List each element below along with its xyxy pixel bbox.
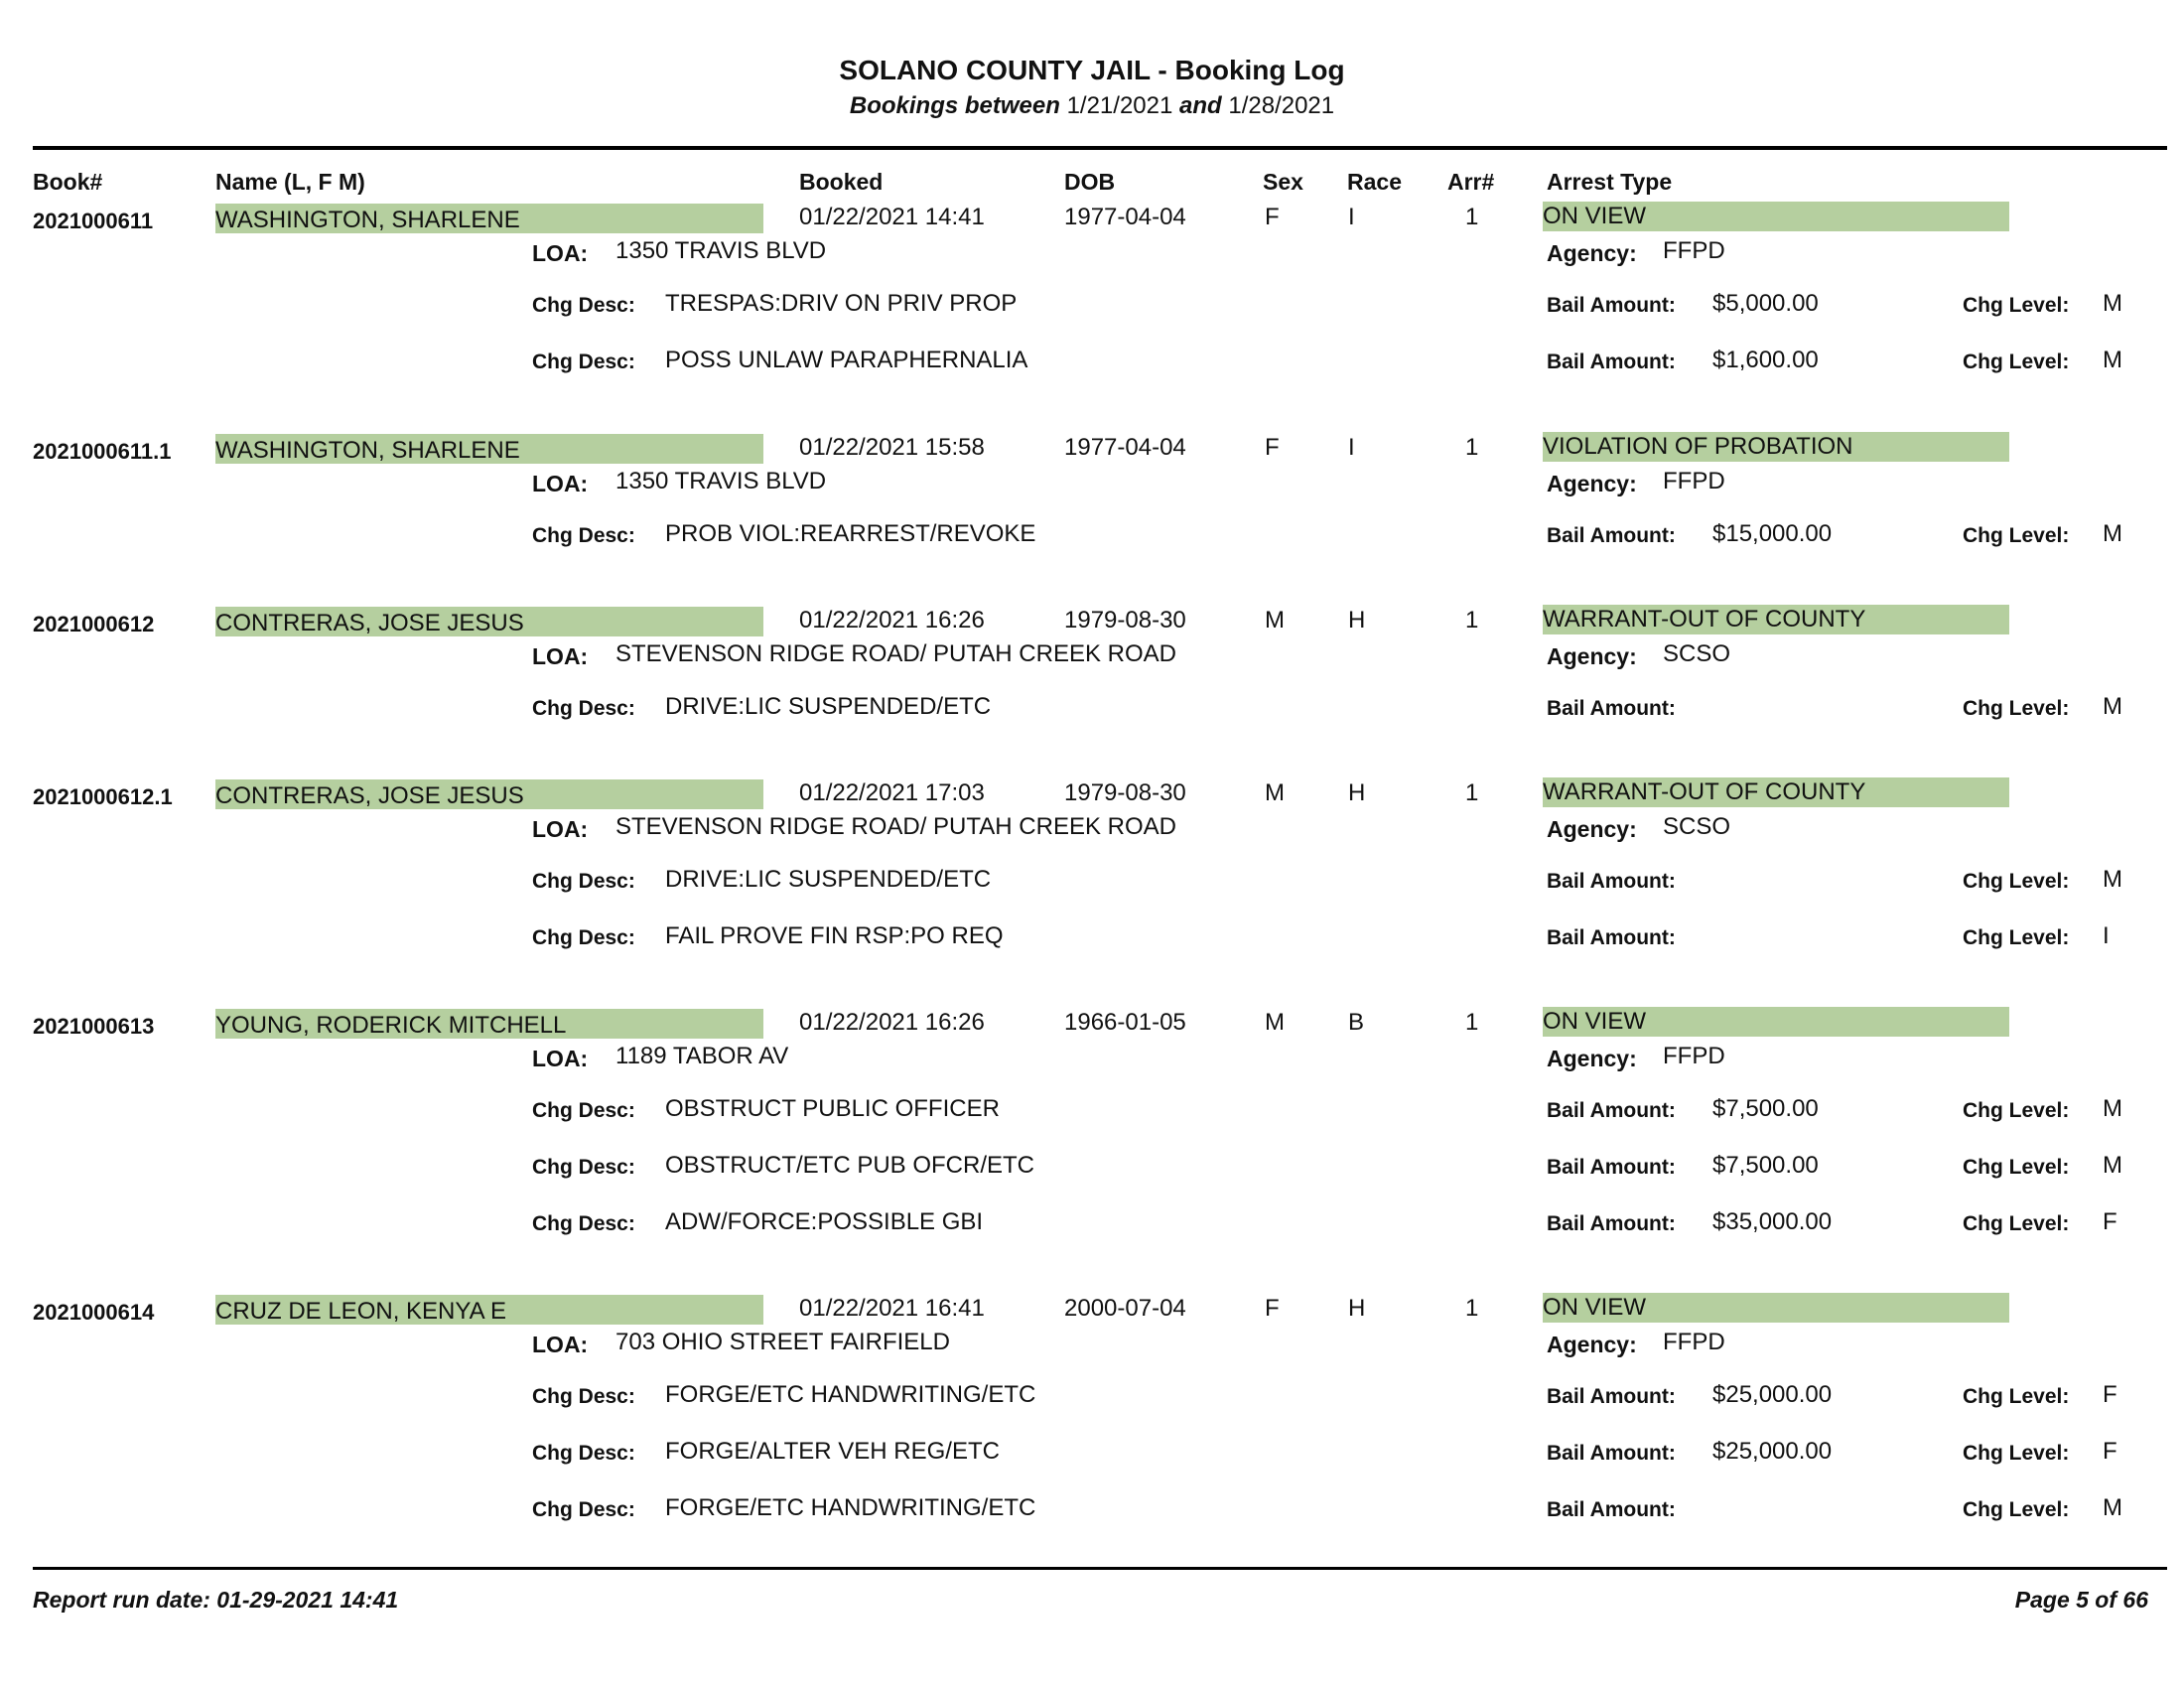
chg-level-value: M [2103,347,2122,373]
bail-amount-value: $7,500.00 [1712,1095,1819,1122]
arrest-type: VIOLATION OF PROBATION [1543,432,2009,462]
chg-level-label: Chg Level: [1963,524,2070,547]
person-name: WASHINGTON, SHARLENE [215,434,763,464]
chg-desc-label: Chg Desc: [532,926,635,949]
bail-amount-value: $15,000.00 [1712,520,1833,547]
chg-desc-label: Chg Desc: [532,1099,635,1122]
chg-desc-value: TRESPAS:DRIV ON PRIV PROP [665,290,1018,317]
arrest-number: 1 [1465,1295,1479,1322]
bail-amount-label: Bail Amount: [1547,524,1676,547]
subtitle-prefix: Bookings between [849,92,1060,119]
agency-label: Agency: [1547,643,1637,669]
chg-level-label: Chg Level: [1963,926,2070,949]
book-number: 2021000612 [33,612,155,636]
chg-desc-label: Chg Desc: [532,524,635,547]
col-name: Name (L, F M) [215,169,365,195]
chg-level-value: M [2103,866,2122,893]
report-title: SOLANO COUNTY JAIL - Booking Log [839,55,1345,85]
chg-desc-label: Chg Desc: [532,697,635,720]
chg-level-label: Chg Level: [1963,1212,2070,1235]
chg-level-label: Chg Level: [1963,294,2070,317]
agency-value: FFPD [1663,1043,1725,1069]
chg-desc-value: OBSTRUCT/ETC PUB OFCR/ETC [665,1152,1035,1179]
race: H [1348,607,1366,633]
chg-desc-value: FORGE/ETC HANDWRITING/ETC [665,1494,1036,1521]
bail-amount-label: Bail Amount: [1547,1099,1676,1122]
person-name: YOUNG, RODERICK MITCHELL [215,1009,763,1039]
person-name: WASHINGTON, SHARLENE [215,204,763,233]
book-number: 2021000612.1 [33,784,173,809]
chg-level-value: M [2103,1152,2122,1179]
arrest-type: WARRANT-OUT OF COUNTY [1543,605,2009,634]
chg-level-label: Chg Level: [1963,1498,2070,1521]
booked-datetime: 01/22/2021 16:41 [799,1295,985,1322]
report-run-date: Report run date: 01-29-2021 14:41 [33,1587,399,1613]
bail-amount-label: Bail Amount: [1547,1385,1676,1408]
loa-value: 1350 TRAVIS BLVD [615,237,827,264]
subtitle-and: and [1179,92,1222,119]
loa-label: LOA: [532,1046,589,1071]
col-book: Book# [33,169,103,195]
dob: 1977-04-04 [1064,434,1186,461]
chg-desc-label: Chg Desc: [532,351,635,373]
arrest-type: WARRANT-OUT OF COUNTY [1543,777,2009,807]
report-subtitle [0,92,2184,120]
agency-label: Agency: [1547,1332,1637,1357]
book-number: 2021000614 [33,1300,155,1325]
race: B [1348,1009,1365,1036]
arrest-number: 1 [1465,607,1479,633]
col-arr: Arr# [1447,169,1495,195]
chg-level-value: F [2103,1381,2117,1408]
chg-level-value: M [2103,1095,2122,1122]
bail-amount-label: Bail Amount: [1547,1498,1676,1521]
bail-amount-value: $25,000.00 [1712,1381,1833,1408]
bail-amount-label: Bail Amount: [1547,697,1676,720]
dob: 1979-08-30 [1064,779,1186,806]
chg-level-label: Chg Level: [1963,351,2070,373]
booked-datetime: 01/22/2021 15:58 [799,434,985,461]
chg-level-value: M [2103,290,2122,317]
chg-desc-label: Chg Desc: [532,1442,635,1465]
col-arrest-type: Arrest Type [1547,169,1673,195]
chg-desc-value: FORGE/ALTER VEH REG/ETC [665,1438,1000,1465]
chg-desc-label: Chg Desc: [532,1498,635,1521]
chg-level-value: F [2103,1208,2117,1235]
bail-amount-value: $35,000.00 [1712,1208,1833,1235]
chg-desc-label: Chg Desc: [532,1385,635,1408]
chg-level-label: Chg Level: [1963,1385,2070,1408]
arrest-number: 1 [1465,204,1479,230]
chg-level-label: Chg Level: [1963,870,2070,893]
chg-desc-label: Chg Desc: [532,294,635,317]
chg-level-value: I [2103,922,2110,949]
loa-label: LOA: [532,471,589,496]
chg-desc-value: FORGE/ETC HANDWRITING/ETC [665,1381,1036,1408]
bail-amount-value: $7,500.00 [1712,1152,1819,1179]
dob: 1966-01-05 [1064,1009,1186,1036]
book-number: 2021000611 [33,209,154,233]
bail-amount-label: Bail Amount: [1547,294,1676,317]
arrest-number: 1 [1465,1009,1479,1036]
col-race: Race [1347,169,1402,195]
bail-amount-label: Bail Amount: [1547,351,1676,373]
chg-desc-label: Chg Desc: [532,1156,635,1179]
col-dob: DOB [1064,169,1116,195]
header-rule [33,146,2167,150]
chg-desc-value: DRIVE:LIC SUSPENDED/ETC [665,866,992,893]
loa-value: 1189 TABOR AV [615,1043,789,1069]
agency-label: Agency: [1547,1046,1637,1071]
chg-desc-value: FAIL PROVE FIN RSP:PO REQ [665,922,1004,949]
dob: 2000-07-04 [1064,1295,1186,1322]
race: I [1348,434,1355,461]
chg-level-label: Chg Level: [1963,697,2070,720]
sex: M [1265,607,1285,633]
bail-amount-value: $25,000.00 [1712,1438,1833,1465]
col-sex: Sex [1263,169,1303,195]
booked-datetime: 01/22/2021 16:26 [799,1009,985,1036]
agency-label: Agency: [1547,240,1637,266]
bail-amount-label: Bail Amount: [1547,1442,1676,1465]
arrest-number: 1 [1465,779,1479,806]
loa-label: LOA: [532,1332,589,1357]
loa-value: STEVENSON RIDGE ROAD/ PUTAH CREEK ROAD [615,640,1176,667]
end-date: 1/28/2021 [1228,92,1335,119]
person-name: CONTRERAS, JOSE JESUS [215,607,763,636]
page-number: Page 5 of 66 [2014,1587,2148,1613]
bail-amount-value: $1,600.00 [1712,347,1819,373]
arrest-number: 1 [1465,434,1479,461]
chg-desc-value: ADW/FORCE:POSSIBLE GBI [665,1208,984,1235]
sex: F [1265,434,1280,461]
booked-datetime: 01/22/2021 17:03 [799,779,985,806]
agency-label: Agency: [1547,471,1637,496]
bail-amount-label: Bail Amount: [1547,1212,1676,1235]
chg-level-value: M [2103,1494,2122,1521]
agency-value: SCSO [1663,640,1731,667]
race: H [1348,779,1366,806]
dob: 1977-04-04 [1064,204,1186,230]
chg-desc-label: Chg Desc: [532,1212,635,1235]
agency-value: FFPD [1663,237,1725,264]
bail-amount-label: Bail Amount: [1547,926,1676,949]
loa-label: LOA: [532,240,589,266]
loa-value: 1350 TRAVIS BLVD [615,468,827,494]
race: I [1348,204,1355,230]
chg-level-value: M [2103,693,2122,720]
book-number: 2021000613 [33,1014,155,1039]
bail-amount-value: $5,000.00 [1712,290,1819,317]
person-name: CRUZ DE LEON, KENYA E [215,1295,763,1325]
chg-desc-label: Chg Desc: [532,870,635,893]
agency-label: Agency: [1547,816,1637,842]
chg-level-value: F [2103,1438,2117,1465]
loa-value: STEVENSON RIDGE ROAD/ PUTAH CREEK ROAD [615,813,1176,840]
arrest-type: ON VIEW [1543,1293,2009,1323]
sex: M [1265,779,1285,806]
booked-datetime: 01/22/2021 16:26 [799,607,985,633]
sex: F [1265,204,1280,230]
start-date: 1/21/2021 [1066,92,1173,119]
loa-value: 703 OHIO STREET FAIRFIELD [615,1329,950,1355]
arrest-type: ON VIEW [1543,1007,2009,1037]
bail-amount-label: Bail Amount: [1547,1156,1676,1179]
agency-value: SCSO [1663,813,1731,840]
loa-label: LOA: [532,643,589,669]
bail-amount-label: Bail Amount: [1547,870,1676,893]
chg-desc-value: PROB VIOL:REARREST/REVOKE [665,520,1036,547]
chg-level-label: Chg Level: [1963,1099,2070,1122]
race: H [1348,1295,1366,1322]
chg-level-label: Chg Level: [1963,1442,2070,1465]
chg-level-value: M [2103,520,2122,547]
chg-desc-value: OBSTRUCT PUBLIC OFFICER [665,1095,1000,1122]
chg-desc-value: POSS UNLAW PARAPHERNALIA [665,347,1028,373]
person-name: CONTRERAS, JOSE JESUS [215,779,763,809]
dob: 1979-08-30 [1064,607,1186,633]
sex: M [1265,1009,1285,1036]
chg-desc-value: DRIVE:LIC SUSPENDED/ETC [665,693,992,720]
col-booked: Booked [799,169,884,195]
arrest-type: ON VIEW [1543,202,2009,231]
footer-rule [33,1567,2167,1570]
sex: F [1265,1295,1280,1322]
chg-level-label: Chg Level: [1963,1156,2070,1179]
book-number: 2021000611.1 [33,439,172,464]
agency-value: FFPD [1663,468,1725,494]
agency-value: FFPD [1663,1329,1725,1355]
booked-datetime: 01/22/2021 14:41 [799,204,985,230]
loa-label: LOA: [532,816,589,842]
